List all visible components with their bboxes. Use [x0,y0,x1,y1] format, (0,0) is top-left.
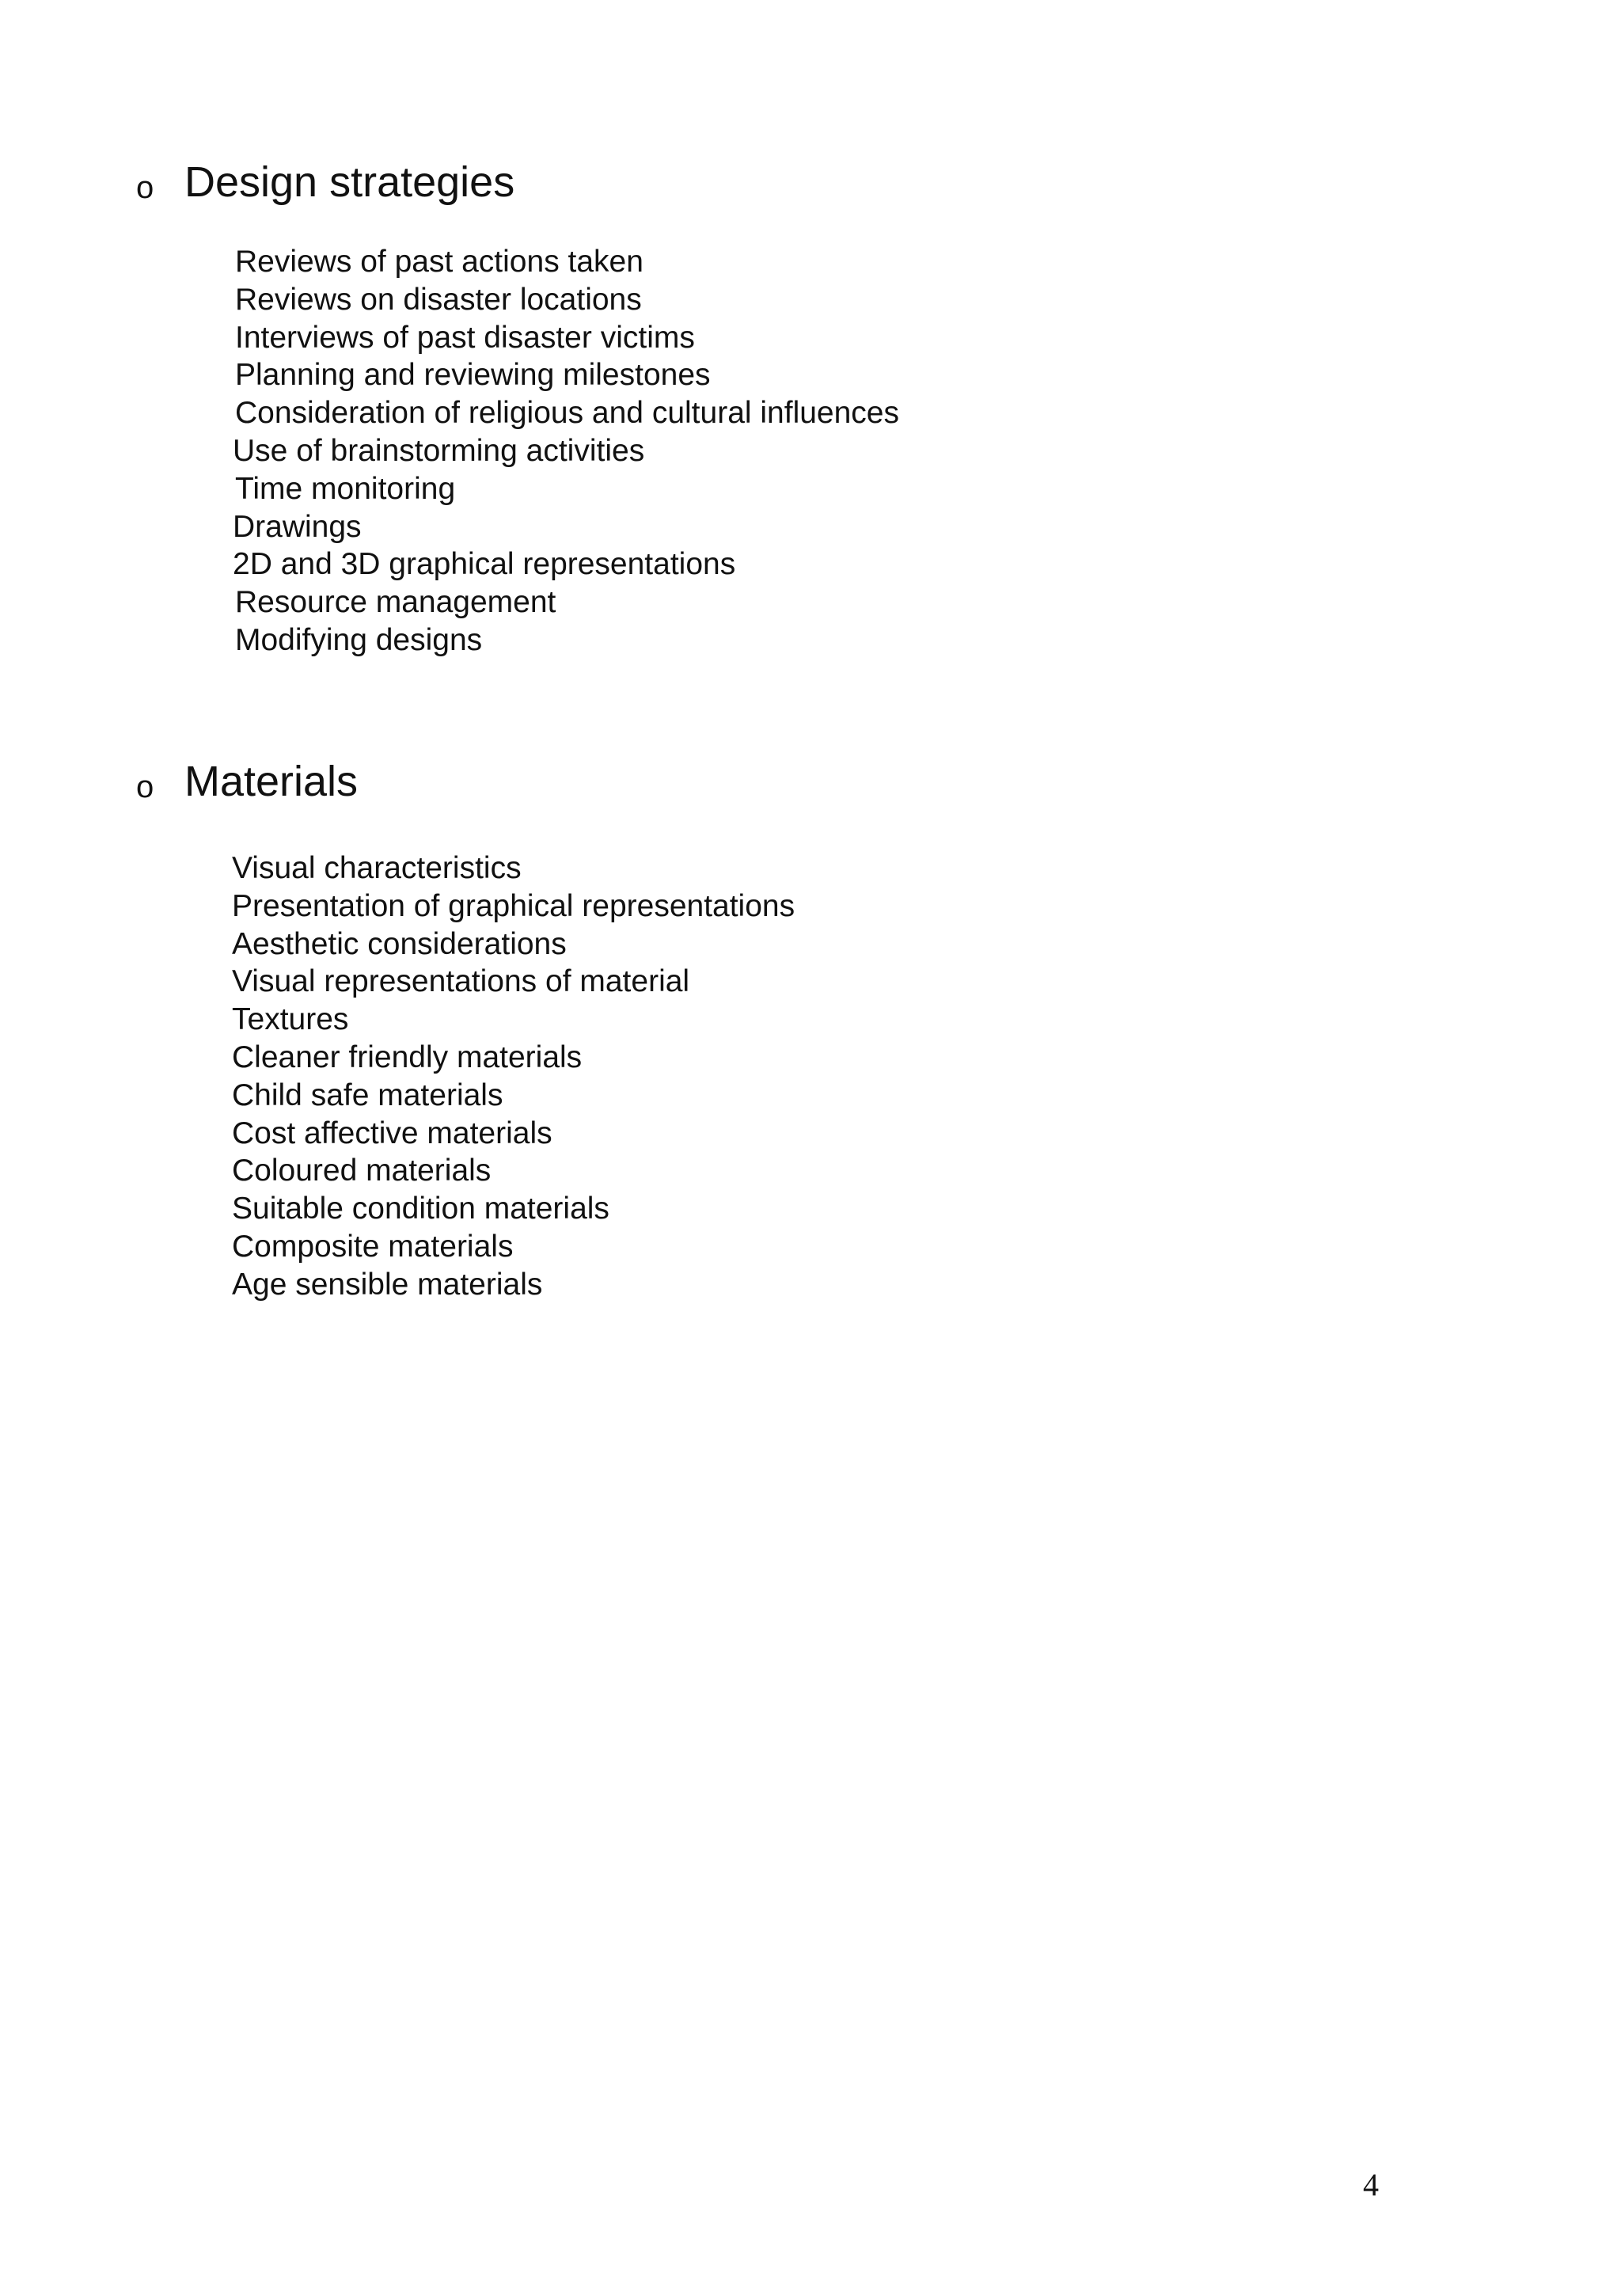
list-item: Cost affective materials [232,1116,552,1150]
section-heading-row [0,754,1621,817]
item-list [0,243,1621,660]
section-heading-row [0,154,1621,218]
list-item: Aesthetic considerations [232,926,567,961]
list-item: Reviews of past actions taken [235,245,643,279]
list-item: Time monitoring [235,471,456,506]
hollow-bullet-icon: o [136,770,154,804]
list-item: Consideration of religious and cultural influences [235,396,899,431]
list-item: Visual characteristics [232,851,522,885]
list-item: Textures [232,1002,349,1037]
list-item: Cleaner friendly materials [232,1040,583,1074]
list-item: Age sensible materials [232,1267,543,1302]
page-number: 4 [1363,2167,1379,2203]
section-heading: Materials [184,758,359,805]
list-item: Composite materials [232,1229,514,1264]
list-item: Planning and reviewing milestones [235,358,711,393]
list-item: Presentation of graphical representations [232,888,795,923]
section-heading: Design strategies [184,158,515,206]
list-item: Suitable condition materials [232,1192,609,1226]
list-item: Reviews on disaster locations [235,282,642,317]
list-item: Coloured materials [232,1154,492,1188]
list-item: Use of brainstorming activities [233,433,645,468]
list-item: Interviews of past disaster victims [235,320,695,355]
list-item: Child safe materials [232,1078,503,1112]
list-item: Drawings [233,509,362,544]
list-item: Resource management [235,585,556,620]
section-design-strategies [0,154,1621,657]
list-item: Visual representations of material [232,964,690,999]
list-item: Modifying designs [235,622,483,657]
hollow-bullet-icon: o [136,170,154,205]
section-materials [0,754,1621,1302]
list-item: 2D and 3D graphical representations [233,547,736,582]
item-list [0,850,1621,1304]
